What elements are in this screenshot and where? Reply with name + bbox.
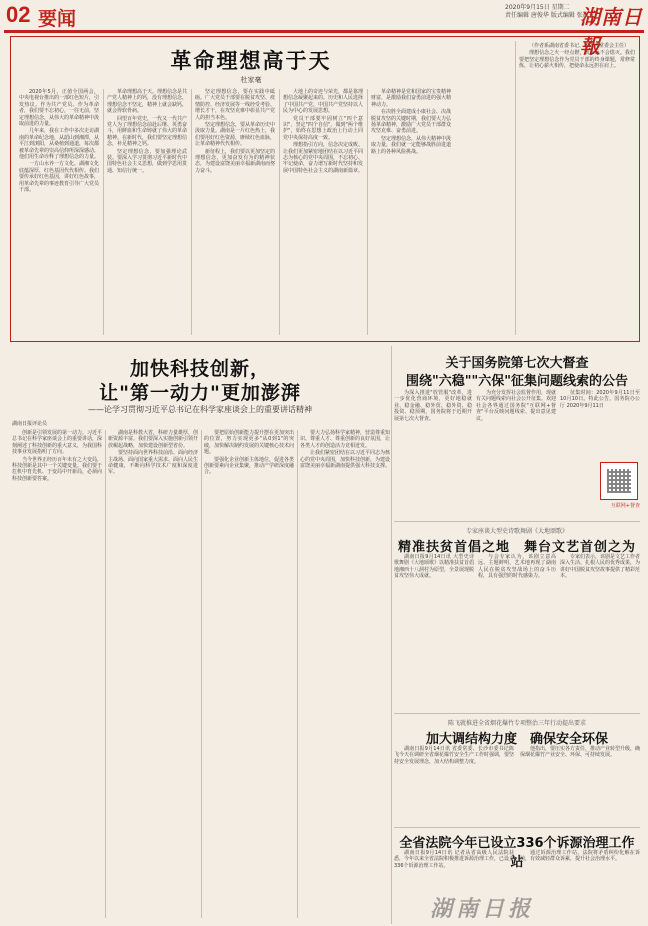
article-title-line1[interactable]: 加快科技创新， — [129, 358, 270, 380]
article-kicker: 专家座谈大型史诗歌舞剧《大地颂歌》 — [465, 528, 568, 535]
page-number: 02 — [6, 2, 31, 27]
paragraph: 湖南日报9月14日讯 大型史诗歌舞剧《大地颂歌》以精准扶贫首倡地湘西十八洞村为原型，全景展现脱贫攻坚伟大成就。 — [394, 554, 475, 580]
paragraph: 湖南日报9月14日讯 记者从省高级人民法院获悉，今年以来全省法院积极推进诉源治理工作，已设立336个诉源治理工作站。 — [394, 850, 515, 869]
paragraph: 要坚持面向世界科技前沿、面向经济主战场、面向国家重大需求、面向人民生命健康，不断向科学技术广度和深度进军。 — [108, 450, 199, 476]
qr-code-icon[interactable] — [600, 462, 638, 500]
column-divider — [515, 41, 516, 335]
paragraph: 新征程上，我们要以更加坚定的理想信念，更加奋发有为的精神状态，为建设富饶美丽幸福新湖南而努力奋斗。 — [195, 148, 276, 174]
paragraph: 为深入推进"放管服"改革，进一步优化营商环境，更好地稳就业、稳金融、稳外贸、稳外资、稳投资、稳预期，国务院将于近期开展第七次大督查。 — [394, 390, 472, 422]
paragraph: 坚定理想信念，要在实践中砥砺。广大党员干部要在脱贫攻坚、疫情防控、经济发展等一线经受考验、增长才干，在攻坚克难中彰显共产党人的担当本色。 — [195, 89, 276, 121]
paragraph: 2020年5月，正值全国两会，中央电视台推出的一部红色短片，引发热议。作为共产党员、作为革命者，我们要不忘初心，一往无前，坚定理想信念，从伟大的革命精神中汲取前进的力量。 — [19, 89, 100, 128]
article-column-2 — [478, 554, 556, 708]
announcement-title-line1[interactable]: 关于国务院第七次大督查 — [445, 356, 589, 371]
editorial-title[interactable]: 革命理想高于天 — [170, 48, 332, 73]
article-title-line2[interactable]: 让"第一动力"更加澎湃 — [99, 382, 301, 404]
watermark: 湖南日报 — [430, 896, 535, 922]
article-column-3 — [560, 554, 640, 708]
paragraph: 征集时间：2020年9月11日至10月10日。特此公告。国务院办公厅 2020年9月11日 — [560, 390, 640, 409]
column-divider — [105, 430, 106, 918]
paragraph: 湖南日报9月14日讯 省委常委、长沙市委书记陈飞今天在调研全省烟花爆竹安全生产工作时强调，要坚持安全发展理念，加大结构调整力度。 — [394, 746, 515, 765]
drama-article — [394, 524, 640, 712]
paragraph: 要大力弘扬科学家精神，营造尊重知识、尊重人才、尊重创新的良好氛围，让各类人才的创造活力竞相迸发。 — [300, 430, 391, 449]
article-column-4 — [300, 430, 390, 918]
date-line: 2020年9月15日 星期二 — [505, 4, 570, 11]
supervision-announcement — [394, 346, 640, 520]
article-column-2 — [520, 850, 640, 926]
announcement-column-2 — [476, 390, 556, 514]
article-column-2 — [108, 430, 198, 918]
page-column-divider — [391, 346, 392, 924]
article-kicker: 陈飞就推进全省烟花爆竹专项整治三年行动提出要求 — [447, 720, 586, 727]
column-divider — [191, 89, 192, 335]
article-subtitle: ——论学习贯彻习近平总书记在科学家座谈会上的重要讲话精神 — [88, 405, 312, 414]
paragraph: 坚定理想信念，要加强理论武装。要深入学习贯彻习近平新时代中国特色社会主义思想，做到学思用贯通、知信行统一。 — [107, 148, 188, 174]
editorial-column-6 — [519, 43, 635, 337]
paragraph: 党员干部要牢固树立"四个意识"，坚定"四个自信"，做到"两个维护"，始终在思想上政治上行动上同党中央保持高度一致。 — [283, 115, 363, 141]
editorial-column-3 — [195, 89, 275, 337]
paper-logo: 湖南日報 — [580, 5, 643, 58]
paragraph: 一方山水养一方文化。湖湘文化底蕴深厚，红色基因代代相传。我们要传承好红色基因，讲好红色故事，用革命先辈的事迹教育引导广大党员干部。 — [19, 161, 100, 194]
announcement-column-1 — [394, 390, 472, 514]
paragraph: 理想指引方向，信念决定成败。让我们更加紧密地团结在以习近平同志为核心的党中央周围，不忘初心、牢记使命，奋力谱写新时代坚持和发展中国特色社会主义的湖南新篇章。 — [283, 142, 364, 174]
paragraph: 大地上的奇迹与荣光，都是靠理想信念凝聚起来的。历史和人民选择了中国共产党，中国共产党坚持以人民为中心的发展思想。 — [283, 89, 364, 115]
innovation-article — [10, 346, 390, 926]
editorial-column-1 — [19, 89, 99, 337]
paragraph: 专家们表示，该剧是文艺工作者深入生活、扎根人民的优秀成果，为讲好中国脱贫攻坚故事提供了精彩范本。 — [560, 554, 641, 580]
article-column-1 — [12, 430, 102, 918]
article-column-1 — [394, 746, 514, 824]
section-divider — [394, 521, 640, 522]
paragraph: 通过诉源治理工作站，法院将矛盾纠纷化解在诉前，有效减轻群众诉累，提升社会治理水平。 — [520, 850, 640, 863]
paragraph: 要把原始创新能力提升摆在更加突出的位置，努力实现更多"从0到1"的突破，加快解决制约发展的关键核心技术问题。 — [204, 430, 295, 456]
editorial-column-5 — [371, 89, 451, 337]
paragraph: 创新是引领发展的第一动力。习近平总书记在科学家座谈会上的重要讲话，深刻阐述了科技创新的重大意义，为我国科技事业发展指明了方向。 — [12, 430, 103, 456]
paragraph: （作者系湖南省委书记、省人大常委会主任） — [529, 43, 630, 49]
article-title[interactable]: 加大调结构力度 确保安全环保 — [425, 732, 608, 747]
editor-line: 责任编辑 唐俊华 版式编辑 张晨光 — [505, 12, 595, 19]
paragraph: 当今世界正经历百年未有之大变局，科技创新是其中一个关键变量。我们要于危机中育先机、于变局中开新局，必须向科技创新要答案。 — [12, 456, 103, 482]
paragraph: 与会专家认为，该剧立意高远、主题鲜明，艺术地再现了湖南人民在脱贫攻坚战场上的奋斗历程，具有强烈的时代感染力。 — [478, 554, 556, 580]
column-divider — [201, 430, 202, 918]
column-divider — [297, 430, 298, 918]
article-column-1 — [394, 554, 474, 708]
paragraph: 回望百年党史，一代又一代共产党人为了理想信念前赴后继、英勇奋斗，用鲜血和生命铸就了伟大的革命精神。在新时代，我们要坚定理想信念，补足精神之钙。 — [107, 115, 188, 148]
column-divider — [103, 89, 104, 335]
paragraph: 坚定理想信念，要从革命历史中汲取力量。湖南是一片红色热土，我们要用好红色资源，赓续红色血脉，让革命精神代代相传。 — [195, 122, 276, 148]
paragraph: 坚定理想信念，从伟大精神中汲取力量，我们就一定能够战胜前进道路上的各种风险挑战。 — [371, 135, 452, 155]
section-divider — [394, 827, 640, 828]
announcement-column-3 — [560, 390, 640, 460]
announcement-title-line2[interactable]: 围绕"六稳""六保"征集问题线索的公告 — [405, 374, 629, 389]
editorial-column-2 — [107, 89, 187, 337]
paragraph: 他指出，要压实各方责任，推动产业转型升级，确保烟花爆竹产业安全、环保、可持续发展。 — [520, 746, 641, 759]
editorial-column-4 — [283, 89, 363, 337]
section-name: 要闻 — [38, 8, 77, 30]
paragraph: 理想信念之火一经点燃，就永远不会熄灭。我们要把坚定理想信念作为党员干部的终身课题，常修常炼，让初心薪火相传，把使命永远担在肩上。 — [519, 50, 635, 70]
qr-code-label: 互联网+督查 — [610, 503, 640, 509]
editorial-author: 杜家毫 — [240, 76, 262, 84]
section-divider — [394, 713, 640, 714]
paragraph: 几年来，我在工作中多次走访湖南的革命纪念地，从韶山到湘潭，从平江到浏阳，从桑植到通道，每次都被革命先辈的崇高信仰所深深感动。他们用生命诠释了理想信念的力量。 — [19, 128, 100, 161]
article-column-3 — [204, 430, 294, 918]
column-divider — [279, 89, 280, 335]
paragraph: 湖南是科教大省，科研力量雄厚，创新资源丰富。我们要深入实施创新引领开放崛起战略，加快建设创新型省份。 — [108, 430, 199, 449]
lead-editorial-box — [10, 36, 640, 342]
paragraph: 革命精神是党和国家的宝贵精神财富，是激励我们奋勇前进的强大精神动力。 — [371, 89, 452, 108]
paragraph: 革命理想高于天。理想信念是共产党人精神上的钙，没有理想信念，理想信念不坚定，精神上就会缺钙，就会得软骨病。 — [107, 89, 188, 115]
paragraph: 让我们紧密团结在以习近平同志为核心的党中央周围，加快科技创新，为建设富饶美丽幸福新湖南提供强大科技支撑。 — [300, 450, 391, 470]
article-title[interactable]: 精准扶贫首倡之地 舞台文艺首创之为 — [397, 540, 636, 555]
safety-article — [394, 716, 640, 826]
article-byline: 湖南日报评论员 — [12, 421, 48, 427]
paragraph: 在决胜全面建成小康社会、决战脱贫攻坚的关键时期，我们要大力弘扬革命精神，激励广大党员干部群众攻坚克难、奋勇前进。 — [371, 109, 452, 135]
column-divider — [367, 89, 368, 335]
article-title[interactable]: 全省法院今年已设立336个诉源治理工作站 — [399, 836, 635, 870]
masthead-rule — [4, 30, 644, 33]
paragraph: 为充分发挥社会监督作用，现就有关问题线索向社会公开征集。欢迎社会各界通过国务院"互联网+督查"平台反映问题线索、提出意见建议。 — [476, 390, 557, 422]
article-column-2 — [520, 746, 640, 824]
paragraph: 要强化企业创新主体地位，促进各类创新要素向企业集聚，推动产学研深度融合。 — [204, 456, 295, 476]
